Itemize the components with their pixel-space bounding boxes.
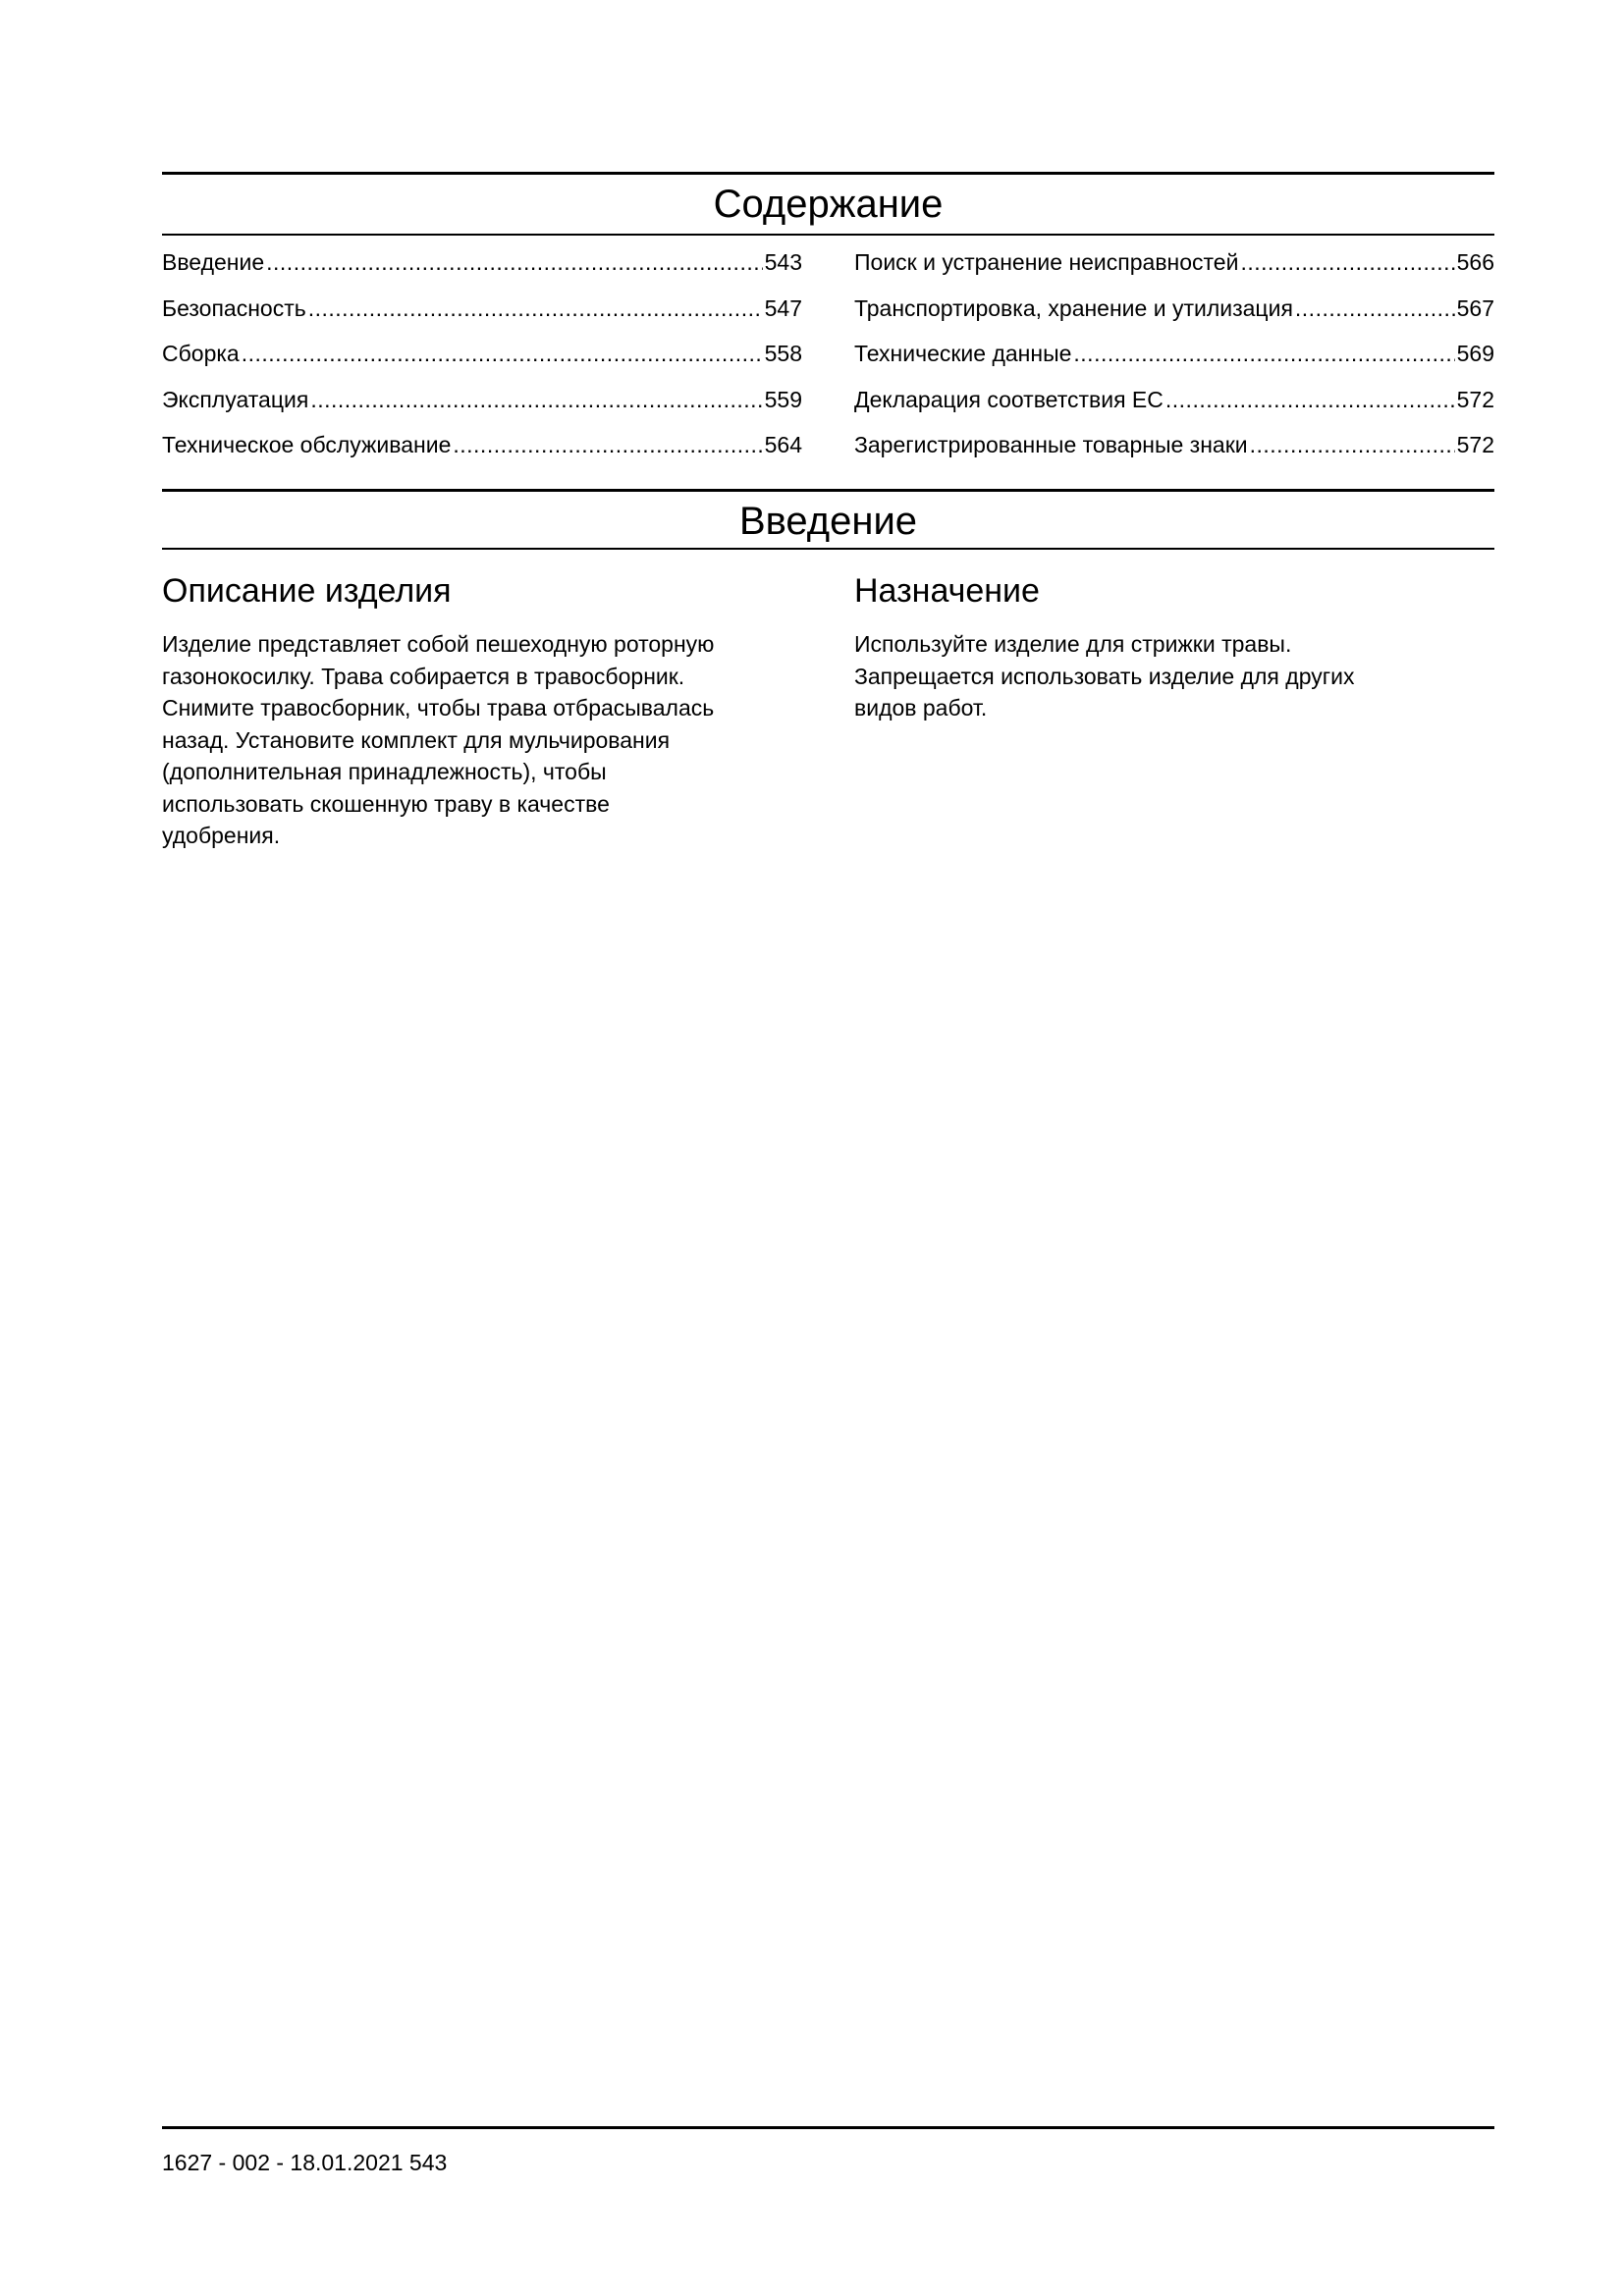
toc-entry-title: Транспортировка, хранение и утилизация [854,294,1293,321]
toc-leader-dots [266,247,762,277]
text-line: удобрения. [162,823,281,848]
toc-leader-dots [1165,385,1455,414]
toc-entry[interactable] [162,385,802,431]
toc-entry-title: Поиск и устранение неисправностей [854,249,1239,275]
toc-entry[interactable] [854,339,1494,385]
contents-bottom-rule [162,234,1494,236]
text-line: Изделие представляет собой пешеходную роторную [162,631,715,657]
toc-entry-title: Декларация соответствия ЕС [854,386,1164,412]
toc-entry-title: Введение [162,249,265,275]
toc-entry-title: Безопасность [162,294,306,321]
toc-entry[interactable] [854,294,1494,340]
contents-title: Содержание [713,183,944,226]
toc-entry-title: Зарегистрированные товарные знаки [854,432,1248,457]
toc-entry-page: 566 [1456,249,1494,275]
text-line: видов работ. [854,695,988,721]
text-line: Запрещается использовать изделие для других [854,663,1355,689]
toc-entry-page: 558 [764,341,802,366]
toc-leader-dots [1073,339,1454,368]
footer-doc-info: 1627 - 002 - 18.01.2021 543 [162,2150,448,2175]
toc-entry-page: 547 [764,294,802,321]
toc-entry[interactable] [854,385,1494,431]
toc-entry[interactable] [162,247,802,294]
text-line: назад. Установите комплект для мульчирования [162,726,671,753]
toc-entry-page: 543 [764,249,802,275]
toc-entry[interactable] [162,339,802,385]
text-line: газонокосилку. Трава собирается в травосборник. [162,663,685,689]
toc-entry-page: 572 [1456,432,1494,457]
text-line: использовать скошенную траву в качестве [162,790,610,817]
purpose-text [854,628,1494,724]
toc-entry[interactable] [854,430,1494,476]
toc-leader-dots [1240,247,1454,277]
text-line: (дополнительная принадлежность), чтобы [162,759,607,784]
toc-leader-dots [308,294,763,323]
toc-entry-page: 559 [764,386,802,412]
intro-bottom-rule [162,548,1494,550]
product-description-text [162,628,830,852]
toc-leader-dots [453,430,762,459]
toc-leader-dots [1295,294,1455,323]
footer-rule [162,2126,1494,2129]
intro-top-rule [162,489,1494,492]
product-description-heading: Описание изделия [162,572,452,610]
toc-leader-dots [1250,430,1455,459]
text-line: Снимите травосборник, чтобы трава отбрасывалась [162,695,715,721]
toc-entry[interactable] [854,247,1494,294]
toc-entry-page: 564 [764,432,802,457]
toc-entry-title: Эксплуатация [162,386,309,412]
toc-entry-title: Техническое обслуживание [162,432,452,457]
toc-left-column [162,247,802,476]
toc-leader-dots [242,339,763,368]
intro-title: Введение [738,500,918,543]
purpose-heading: Назначение [854,572,1040,610]
contents-top-rule [162,172,1494,175]
toc-entry-title: Сборка [162,341,240,366]
toc-entry-page: 569 [1456,341,1494,366]
toc-right-column [854,247,1494,476]
text-line: Используйте изделие для стрижки травы. [854,631,1292,657]
toc-entry-page: 567 [1456,294,1494,321]
toc-entry[interactable] [162,294,802,340]
toc-entry[interactable] [162,430,802,476]
toc-entry-page: 572 [1456,386,1494,412]
toc-leader-dots [310,385,762,414]
toc-entry-title: Технические данные [854,341,1072,366]
